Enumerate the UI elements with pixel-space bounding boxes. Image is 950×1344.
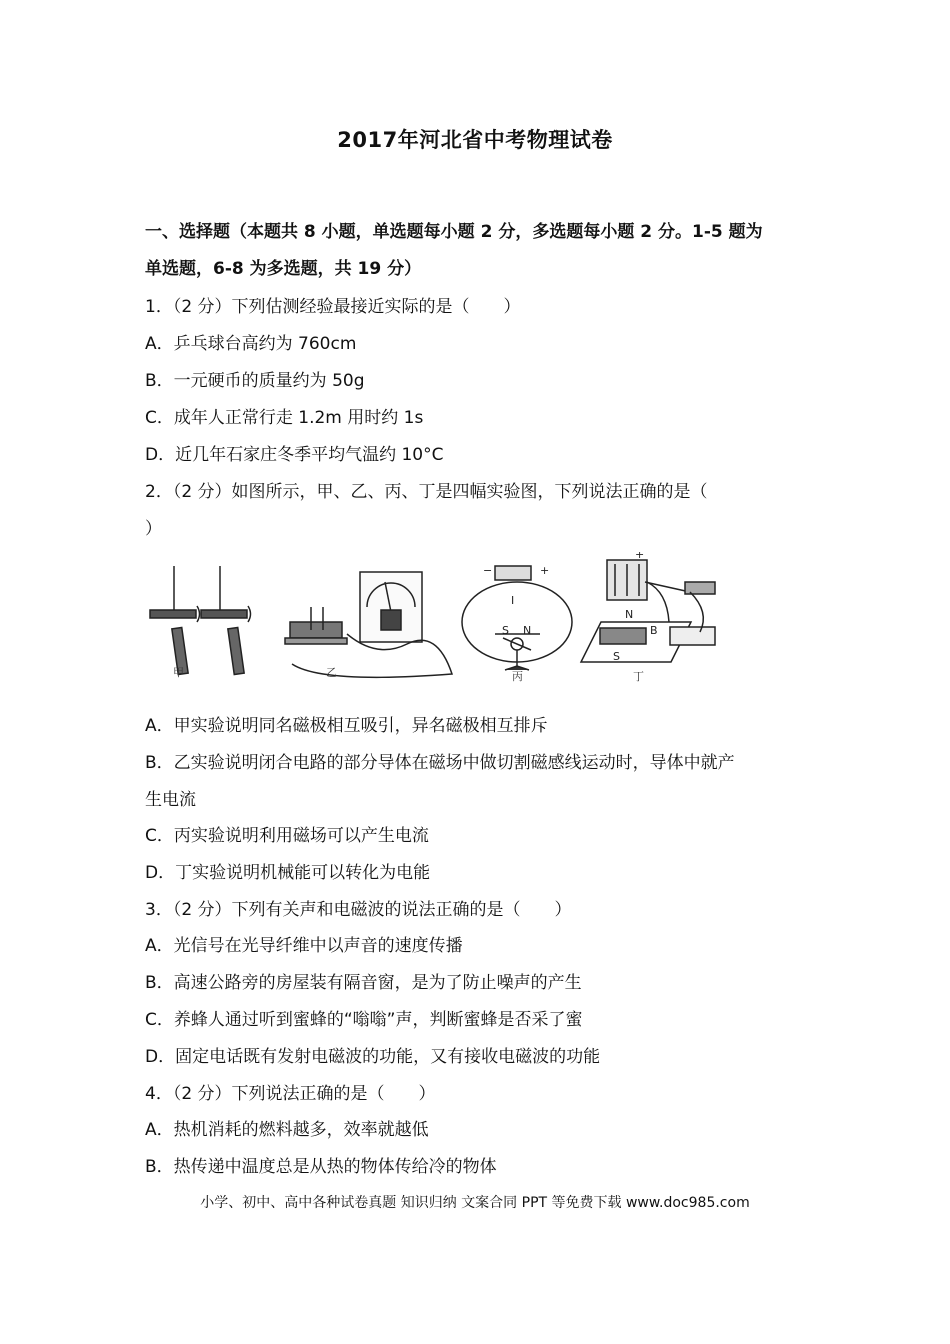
svg-text:B: B xyxy=(650,624,658,637)
question-2-stem-line-2: ） xyxy=(145,519,162,539)
svg-text:S: S xyxy=(502,624,509,637)
section-heading-line-2: 单选题，6-8 为多选题，共 19 分） xyxy=(145,259,422,279)
svg-text:S: S xyxy=(613,650,620,663)
figure-label-bing: 丙 xyxy=(512,670,523,683)
question-2-option-d: D．丁实验说明机械能可以转化为电能 xyxy=(145,863,431,883)
svg-text:−: − xyxy=(483,564,493,577)
question-1-option-b: B．一元硬币的质量约为 50g xyxy=(145,371,365,391)
experiment-figure xyxy=(145,552,725,684)
figure-label-jia: 甲 xyxy=(173,666,184,679)
svg-text:I: I xyxy=(511,594,515,607)
svg-text:N: N xyxy=(625,608,634,621)
section-heading-line-1: 一、选择题（本题共 8 小题，单选题每小题 2 分，多选题每小题 2 分。1-5 题为 xyxy=(145,222,763,242)
question-4-option-a: A．热机消耗的燃料越多，效率就越低 xyxy=(145,1120,429,1140)
question-1-option-a: A．乒乓球台高约为 760cm xyxy=(145,334,357,354)
question-3-stem: 3．（2 分）下列有关声和电磁波的说法正确的是（ ） xyxy=(145,900,572,920)
figure-label-ding: 丁 xyxy=(633,670,644,683)
question-4-option-b: B．热传递中温度总是从热的物体传给冷的物体 xyxy=(145,1157,497,1177)
page-footer: 小学、初中、高中各种试卷真题 知识归纳 文案合同 PPT 等免费下载 www.doc985.com xyxy=(200,1195,750,1211)
figure-yi-diagram xyxy=(285,572,452,677)
question-2-option-a: A．甲实验说明同名磁极相互吸引，异名磁极相互排斥 xyxy=(145,716,548,736)
question-3-option-d: D．固定电话既有发射电磁波的功能，又有接收电磁波的功能 xyxy=(145,1047,601,1067)
question-2-option-b-line-2: 生电流 xyxy=(145,790,196,810)
svg-text:+: + xyxy=(540,564,550,577)
question-3-option-b: B．高速公路旁的房屋装有隔音窗，是为了防止噪声的产生 xyxy=(145,973,582,993)
question-3-option-c: C．养蜂人通过听到蜜蜂的“嗡嗡”声，判断蜜蜂是否采了蜜 xyxy=(145,1010,583,1030)
question-2-option-c: C．丙实验说明利用磁场可以产生电流 xyxy=(145,826,429,846)
svg-text:N: N xyxy=(523,624,532,637)
question-3-option-a: A．光信号在光导纤维中以声音的速度传播 xyxy=(145,936,463,956)
page-title: 2017年河北省中考物理试卷 xyxy=(337,128,613,152)
svg-text:+: + xyxy=(635,552,645,561)
figure-bing-diagram xyxy=(462,566,572,670)
section-heading xyxy=(145,214,810,288)
question-2-option-b-line-1: B．乙实验说明闭合电路的部分导体在磁场中做切割磁感线运动时，导体中就产 xyxy=(145,753,735,773)
question-1-stem: 1．（2 分）下列估测经验最接近实际的是（ ） xyxy=(145,297,521,317)
figure-ding-diagram xyxy=(581,560,715,662)
figure-jia-diagram xyxy=(150,566,251,674)
question-2-stem-line-1: 2．（2 分）如图所示，甲、乙、丙、丁是四幅实验图，下列说法正确的是（ xyxy=(145,482,708,502)
question-1-option-d: D．近几年石家庄冬季平均气温约 10°C xyxy=(145,445,444,465)
question-1-option-c: C．成年人正常行走 1.2m 用时约 1s xyxy=(145,408,424,428)
question-4-stem: 4．（2 分）下列说法正确的是（ ） xyxy=(145,1084,436,1104)
experiment-diagrams xyxy=(145,552,725,684)
figure-label-yi: 乙 xyxy=(326,666,337,679)
